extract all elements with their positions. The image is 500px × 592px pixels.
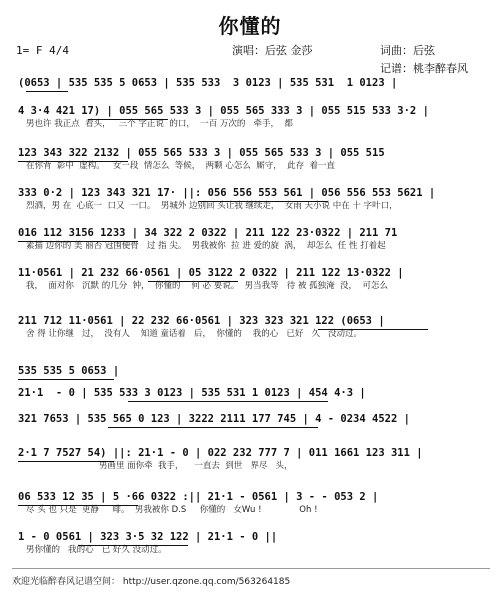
footer-divider — [12, 568, 490, 569]
beam-line — [148, 281, 238, 282]
key-signature: 1= F 4/4 — [16, 44, 69, 57]
beam-line — [198, 201, 328, 202]
score-row — [18, 226, 484, 252]
beam-line — [128, 401, 328, 402]
notation-line: 123 343 322 2132 | 055 565 533 3 | 055 565 533 3 | 055 515 — [18, 147, 385, 159]
beam-line — [18, 461, 114, 462]
notation-line: 11·0561 | 21 232 66·0561 | 05 3122 2 0322 | 211 122 13·0322 | — [18, 267, 404, 279]
score-row — [18, 314, 484, 340]
beam-line — [18, 161, 128, 162]
notation-line: 333 0·2 | 123 343 321 17· ||: 056 556 553 561 | 056 556 553 5621 | — [18, 187, 436, 199]
beam-line — [78, 545, 188, 546]
notation-line: 211 712 11·0561 | 22 232 66·0561 | 323 323 321 122 (0653 | — [18, 315, 385, 327]
beam-line — [18, 379, 114, 380]
notation-line: 4 3·4 421 17) | 055 565 533 3 | 055 565 333 3 | 055 515 533 3·2 | — [18, 105, 429, 117]
score-row — [18, 76, 484, 90]
score-row — [18, 186, 484, 212]
beam-line — [18, 505, 138, 506]
beam-line — [26, 91, 68, 92]
footer-credit: 欢迎光临醉春风记谱空间： http://user.qzone.qq.com/563264185 — [12, 577, 291, 587]
notation-line: 016 112 3156 1233 | 34 322 2 0322 | 211 122 23·0322 | 211 71 — [18, 227, 398, 239]
lyric-line: 素描 边你的 美 丽否 冠围便骨 过 指 尖。 男我被你 拉 进 爱的旋 涡， 却怎么 任 性 打着起 — [26, 241, 386, 251]
lyric-line: 男你懂的 我的心 已 好久 没动过。 — [26, 545, 167, 555]
lyric-line: 尽 头 也 只是 更静 啡。 男我被你 D.S 你懂的 女Wu ! Oh ! — [26, 505, 318, 515]
notation-line: 1 - 0 0561 | 323 3·5 32 122 | 21·1 - 0 || — [18, 531, 278, 543]
score-row — [18, 266, 484, 292]
score-row — [18, 104, 484, 130]
lyric-line: 男画里 面你牵 我手， 一直去 到世 界尽 头， — [26, 461, 293, 471]
notation-line: 21·1 - 0 | 535 533 3 0123 | 535 531 1 0123 | 454 4·3 | — [18, 387, 366, 399]
notation-line: (0653 | 535 535 5 0653 | 535 533 3 0123 | 535 531 1 0123 | — [18, 77, 398, 89]
notation-line: 2·1 7 7527 54) ||: 21·1 - 0 | 022 232 777 7 | 011 1661 123 311 | — [18, 447, 423, 459]
composer-credit: 词曲：后弦 — [380, 44, 435, 57]
beam-line — [108, 427, 318, 428]
score-row — [18, 146, 484, 172]
notation-line: 535 535 5 0653 | — [18, 365, 120, 377]
singer-credit: 演唱：后弦 金莎 — [232, 44, 313, 57]
score-row — [18, 386, 484, 400]
lyric-line: 烈酒，男 在 心底一 口又 一口。 男城外 边别回 头让我 继续走， 女雨 天小说 中在 十 字叶口， — [26, 201, 398, 211]
lyric-line: 我， 面对你 沉默 的几分 钟， 你懂的 何 必 要说。 男当我等 待 被 孤独淹 没， 可怎么 — [26, 281, 388, 291]
score-row — [18, 364, 484, 378]
notation-line: 06 533 12 35 | 5 ·66 0322 :|| 21·1 - 0561 | 3 - - 053 2 | — [18, 491, 379, 503]
lyric-line: 男也许 我正点 看头， 三个 字正说 的口， 一百 万次的 牵手， 都 — [26, 119, 293, 129]
lyric-line: 在你背 影中 虚构。 女一段 情怎么 等候， 两颗 心怎么 厮守， 此存 着一直 — [26, 161, 336, 171]
transcriber-credit: 记谱：桃李醉春风 — [380, 62, 468, 75]
notation-line: 321 7653 | 535 565 0 123 | 3222 2111 177 745 | 4 - 0234 4522 | — [18, 413, 410, 425]
song-title: 你懂的 — [218, 14, 282, 38]
score-row — [18, 446, 484, 472]
score-row — [18, 490, 484, 516]
beam-line — [18, 241, 138, 242]
lyric-line: 舍 得 让你继 过， 没有人 知道 童话着 后， 你懂的 我的心 已好 久 没动过。 — [26, 329, 363, 339]
score-row — [18, 530, 484, 556]
score-row — [18, 412, 484, 426]
beam-line — [88, 119, 168, 120]
beam-line — [318, 329, 428, 330]
